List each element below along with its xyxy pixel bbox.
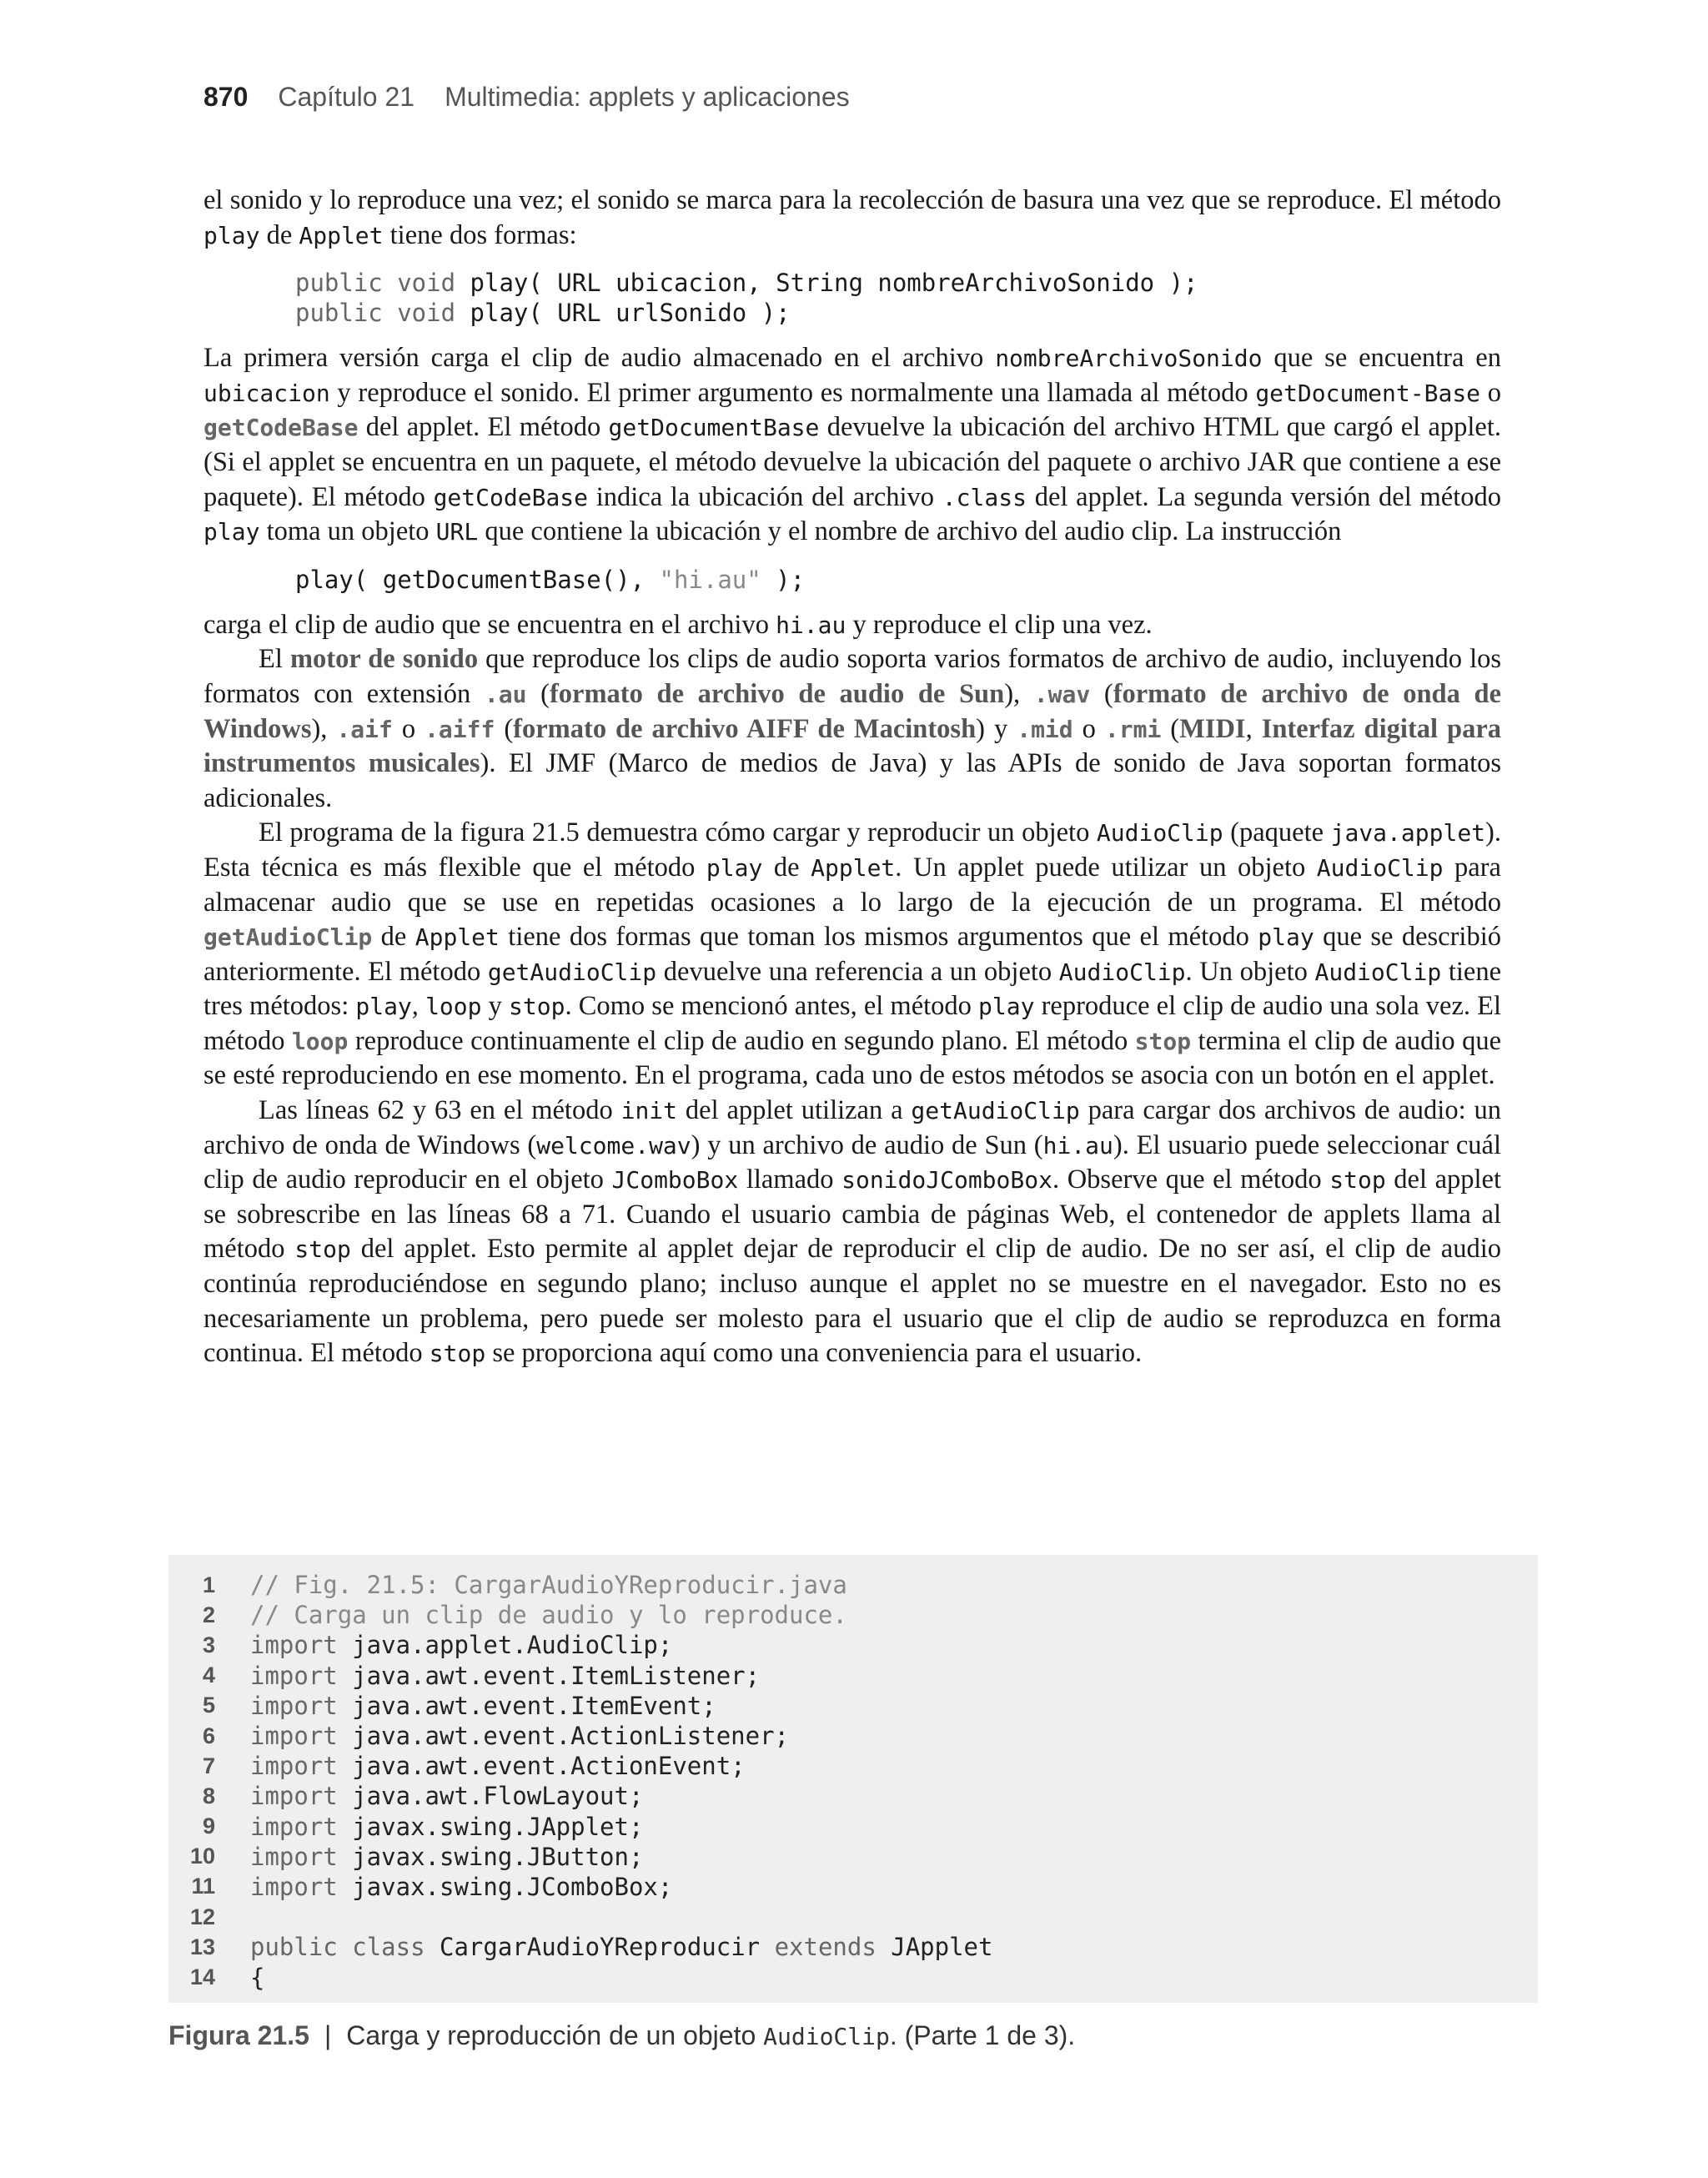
code-text: import java.awt.event.ItemListener; bbox=[250, 1661, 761, 1690]
line-number: 6 bbox=[202, 1723, 215, 1748]
code-text: import javax.swing.JComboBox; bbox=[250, 1872, 673, 1901]
line-number: 9 bbox=[202, 1813, 215, 1839]
page-number: 870 bbox=[203, 82, 249, 112]
code-line bbox=[168, 1781, 1538, 1811]
code-line bbox=[168, 1630, 1538, 1660]
code-text: import java.awt.event.ActionEvent; bbox=[250, 1752, 746, 1781]
code-line bbox=[168, 1932, 1538, 1962]
line-number: 1 bbox=[202, 1572, 215, 1597]
code-listing bbox=[168, 1555, 1538, 2003]
figure-caption bbox=[168, 2020, 1075, 2051]
figure-label: Figura 21.5 bbox=[168, 2020, 309, 2050]
signature-line: public void play( URL ubicacion, String nombreArchivoSonido ); bbox=[295, 269, 1198, 298]
line-number: 2 bbox=[202, 1602, 215, 1627]
paragraph: Las líneas 62 y 63 en el método init del applet utilizan a getAudioClip para cargar dos archivos de audio: un archivo de onda de Windows (welcome.wav) y un archivo de audio de Sun (hi.au). El usuario puede seleccionar cuál clip de audio reproducir en el objeto JComboBox llamado sonidoJComboBox. Observe que el método stop del applet se sobrescribe en las líneas 68 a 71. Cuando el usuario cambia de páginas Web, el contenedor de applets llama al método stop del applet. Esto permite al applet dejar de reproducir el clip de audio. De no ser así, el clip de audio continúa reproduciéndose en segundo plano; incluso aunque el applet no se muestre en el navegador. Esto no es necesariamente un problema, pero puede ser molesto para el usuario que el clip de audio se reproduzca en forma continua. El método stop se proporciona aquí como una conveniencia para el usuario. bbox=[203, 1095, 1501, 1369]
paragraph: El motor de sonido que reproduce los clips de audio soporta varios formatos de archivo de audio, incluyendo los formatos con extensión .au (formato de archivo de audio de Sun), .wav (formato de archivo de onda de Windows), .aif o .aiff (formato de archivo AIFF de Macintosh) y .mid o .rmi (MIDI, Interfaz digital para instrumentos musicales). El JMF (Marco de medios de Java) y las APIs de sonido de Java soportan formatos adicionales. bbox=[203, 644, 1502, 813]
code-line bbox=[168, 1962, 1538, 1992]
code-line bbox=[168, 1872, 1538, 1902]
line-number: 12 bbox=[189, 1904, 215, 1929]
line-number: 8 bbox=[202, 1783, 215, 1808]
chapter-title: Multimedia: applets y aplicaciones bbox=[445, 82, 850, 112]
code-line bbox=[168, 1842, 1538, 1872]
inline-code-example: play( getDocumentBase(), "hi.au" ); bbox=[295, 565, 806, 594]
caption-separator: | bbox=[324, 2020, 332, 2050]
code-text: // Carga un clip de audio y lo reproduce. bbox=[250, 1601, 847, 1630]
page-header bbox=[203, 82, 850, 113]
paragraph: carga el clip de audio que se encuentra en el archivo hi.au y reproduce el clip una vez. bbox=[203, 609, 1153, 640]
code-line bbox=[168, 1570, 1538, 1600]
code-line bbox=[168, 1600, 1538, 1630]
code-text: // Fig. 21.5: CargarAudioYReproducir.java bbox=[250, 1571, 847, 1600]
line-number: 11 bbox=[191, 1874, 215, 1899]
line-number: 3 bbox=[202, 1632, 215, 1657]
code-text: import java.applet.AudioClip; bbox=[250, 1631, 673, 1660]
caption-code: AudioClip bbox=[763, 2023, 890, 2050]
caption-text: Carga y reproducción de un objeto bbox=[346, 2020, 764, 2050]
code-line bbox=[168, 1812, 1538, 1842]
code-text: import java.awt.event.ItemEvent; bbox=[250, 1691, 716, 1720]
code-line bbox=[168, 1691, 1538, 1721]
code-line bbox=[168, 1661, 1538, 1691]
body-text bbox=[203, 184, 1501, 1371]
code-text: import java.awt.FlowLayout; bbox=[250, 1782, 644, 1811]
code-text: public class CargarAudioYReproducir extends JApplet bbox=[250, 1933, 993, 1962]
signature-line: public void play( URL urlSonido ); bbox=[295, 299, 791, 328]
code-line bbox=[168, 1721, 1538, 1751]
line-number: 7 bbox=[202, 1753, 215, 1778]
line-number: 10 bbox=[189, 1844, 215, 1869]
line-number: 13 bbox=[189, 1934, 215, 1959]
code-text: import javax.swing.JApplet; bbox=[250, 1812, 644, 1841]
line-number: 4 bbox=[202, 1662, 215, 1688]
code-text: import javax.swing.JButton; bbox=[250, 1842, 644, 1871]
line-number: 14 bbox=[189, 1964, 215, 1990]
code-text: { bbox=[250, 1963, 265, 1992]
method-signatures bbox=[295, 268, 1501, 328]
chapter-label: Capítulo 21 bbox=[278, 82, 415, 112]
paragraph: el sonido y lo reproduce una vez; el sonido se marca para la recolección de basura una vez que se reproduce. El método play de Applet tiene dos formas: bbox=[203, 185, 1501, 250]
code-text: import java.awt.event.ActionListener; bbox=[250, 1722, 790, 1751]
line-number: 5 bbox=[202, 1693, 215, 1718]
paragraph: La primera versión carga el clip de audio almacenado en el archivo nombreArchivoSonido que se encuentra en ubicacion y reproduce el sonido. El primer argumento es normalmente una llamada al método getDocument-Base o getCodeBase del applet. El método getDocumentBase devuelve la ubicación del archivo HTML que cargó el applet. (Si el applet se encuentra en un paquete, el método devuelve la ubicación del paquete o archivo JAR que contiene a ese paquete). El método getCodeBase indica la ubicación del archivo .class del applet. La segunda versión del método play toma un objeto URL que contiene la ubicación y el nombre de archivo del audio clip. La instrucción bbox=[203, 343, 1501, 547]
paragraph: El programa de la figura 21.5 demuestra cómo cargar y reproducir un objeto AudioClip (paquete java.applet). Esta técnica es más flexible que el método play de Applet. Un applet puede utilizar un objeto AudioClip para almacenar audio que se use en repetidas ocasiones a lo largo de la ejecución de un programa. El método getAudioClip de Applet tiene dos formas que toman los mismos argumentos que el método play que se describió anteriormente. El método getAudioClip devuelve una referencia a un objeto AudioClip. Un objeto AudioClip tiene tres métodos: play, loop y stop. Como se mencionó antes, el método play reproduce el clip de audio una sola vez. El método loop reproduce continuamente el clip de audio en segundo plano. El método stop termina el clip de audio que se esté reproduciendo en ese momento. En el programa, cada uno de estos métodos se asocia con un botón en el applet. bbox=[203, 817, 1502, 1091]
code-line bbox=[168, 1902, 1538, 1932]
caption-text-end: . (Parte 1 de 3). bbox=[889, 2020, 1076, 2050]
code-line bbox=[168, 1751, 1538, 1781]
